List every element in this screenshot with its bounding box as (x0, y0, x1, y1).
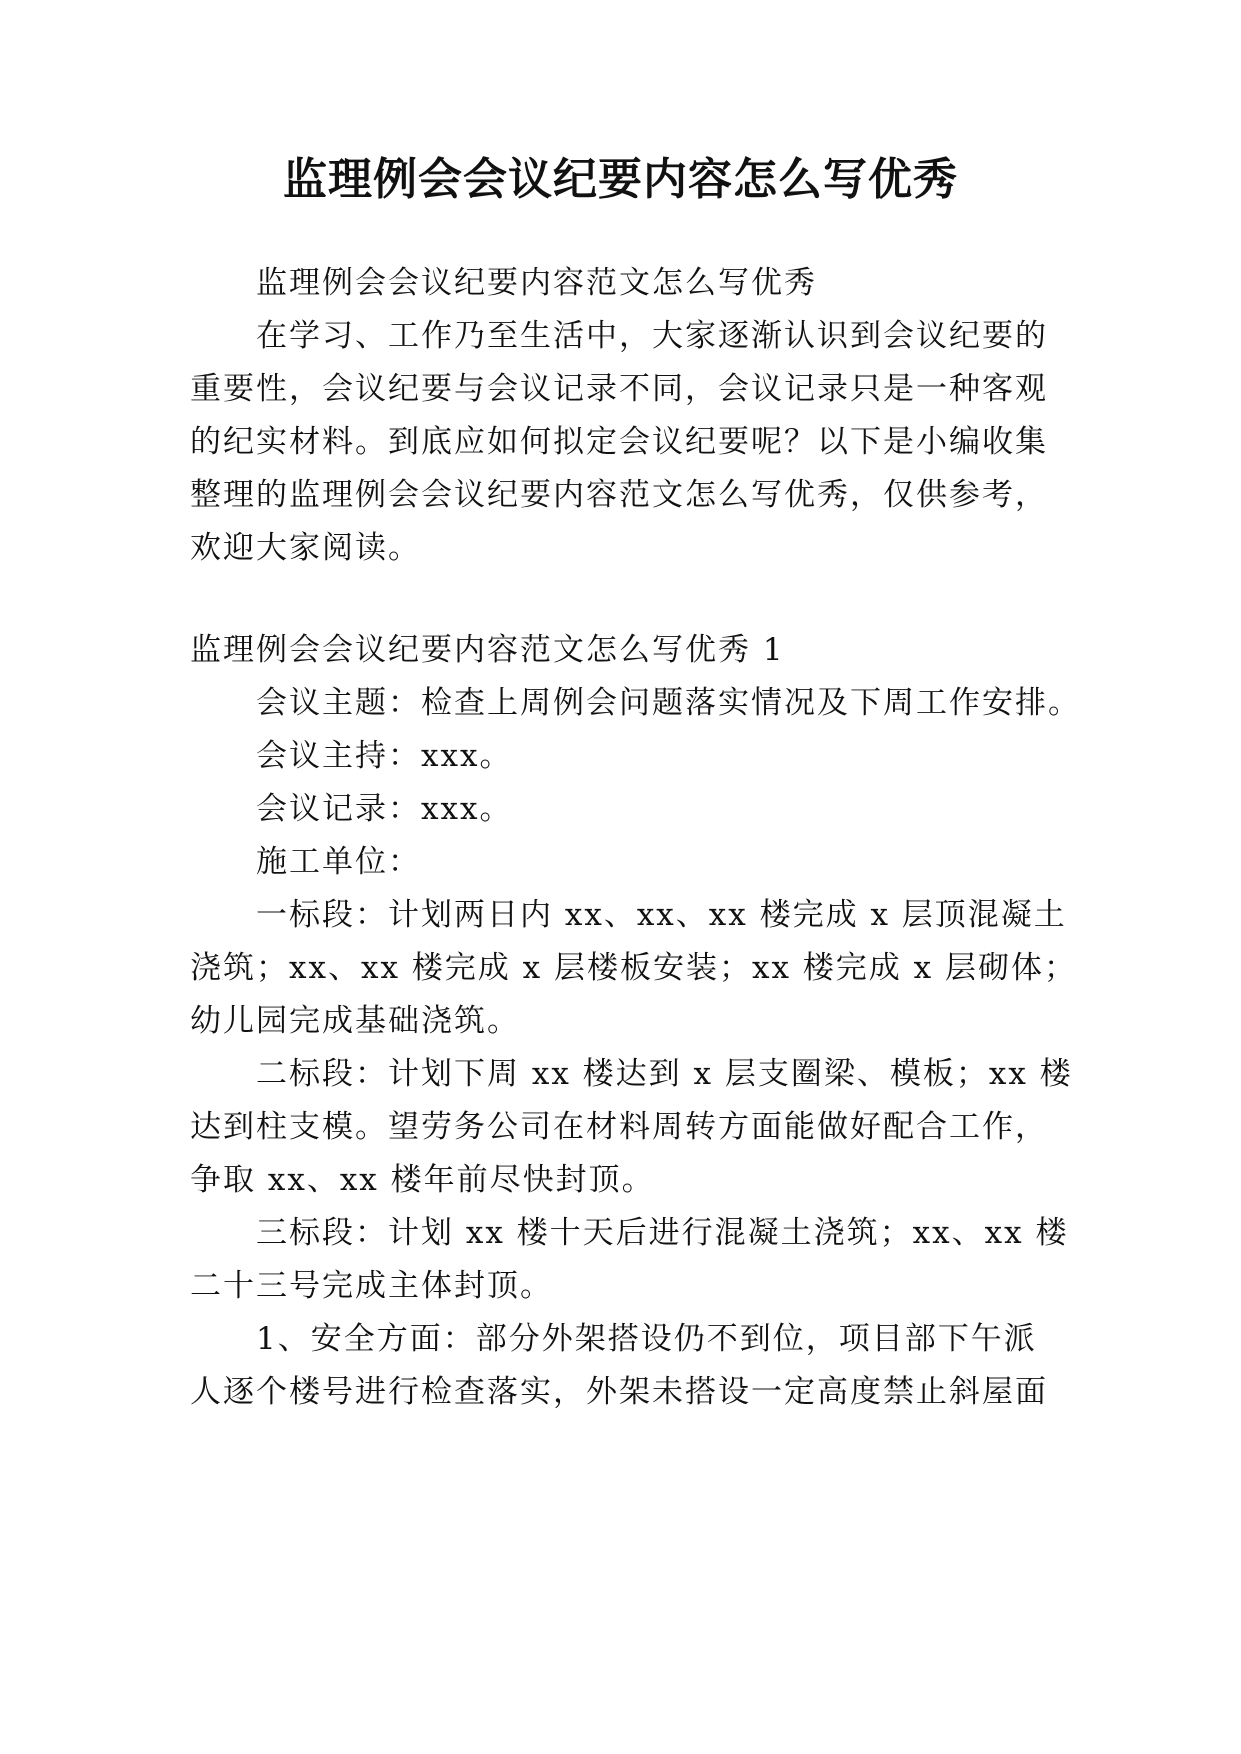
section-heading: 监理例会会议纪要内容范文怎么写优秀 1 (190, 632, 785, 668)
document-title: 监理例会会议纪要内容怎么写优秀 (283, 154, 958, 205)
paragraph-line: 欢迎大家阅读。 (190, 530, 421, 566)
paragraph-line: 二标段：计划下周 xx 楼达到 x 层支圈梁、模板；xx 楼 (256, 1056, 1073, 1092)
paragraph-line: 人逐个楼号进行检查落实，外架未搭设一定高度禁止斜屋面 (190, 1374, 1048, 1410)
paragraph-line: 会议主题：检查上周例会问题落实情况及下周工作安排。 (256, 685, 1081, 721)
paragraph-line: 在学习、工作乃至生活中，大家逐渐认识到会议纪要的 (256, 318, 1048, 354)
paragraph-line: 一标段：计划两日内 xx、xx、xx 楼完成 x 层顶混凝土 (256, 897, 1067, 933)
paragraph-line: 达到柱支模。望劳务公司在材料周转方面能做好配合工作， (190, 1109, 1048, 1145)
paragraph-line: 浇筑；xx、xx 楼完成 x 层楼板安装；xx 楼完成 x 层砌体； (190, 950, 1077, 986)
paragraph-line: 会议主持：xxx。 (256, 738, 513, 774)
paragraph-line: 1、安全方面：部分外架搭设仍不到位，项目部下午派 (256, 1321, 1037, 1357)
paragraph-line: 三标段：计划 xx 楼十天后进行混凝土浇筑；xx、xx 楼 (256, 1215, 1069, 1251)
paragraph-line: 二十三号完成主体封顶。 (190, 1268, 553, 1304)
paragraph-line: 幼儿园完成基础浇筑。 (190, 1003, 520, 1039)
paragraph-line: 重要性，会议纪要与会议记录不同，会议记录只是一种客观 (190, 371, 1048, 407)
paragraph-line: 的纪实材料。到底应如何拟定会议纪要呢？以下是小编收集 (190, 424, 1048, 460)
paragraph-line: 会议记录：xxx。 (256, 791, 513, 827)
paragraph-line: 施工单位： (256, 844, 421, 880)
paragraph-line: 争取 xx、xx 楼年前尽快封顶。 (190, 1162, 655, 1198)
intro-subtitle: 监理例会会议纪要内容范文怎么写优秀 (256, 265, 817, 301)
paragraph-line: 整理的监理例会会议纪要内容范文怎么写优秀，仅供参考， (190, 477, 1048, 513)
